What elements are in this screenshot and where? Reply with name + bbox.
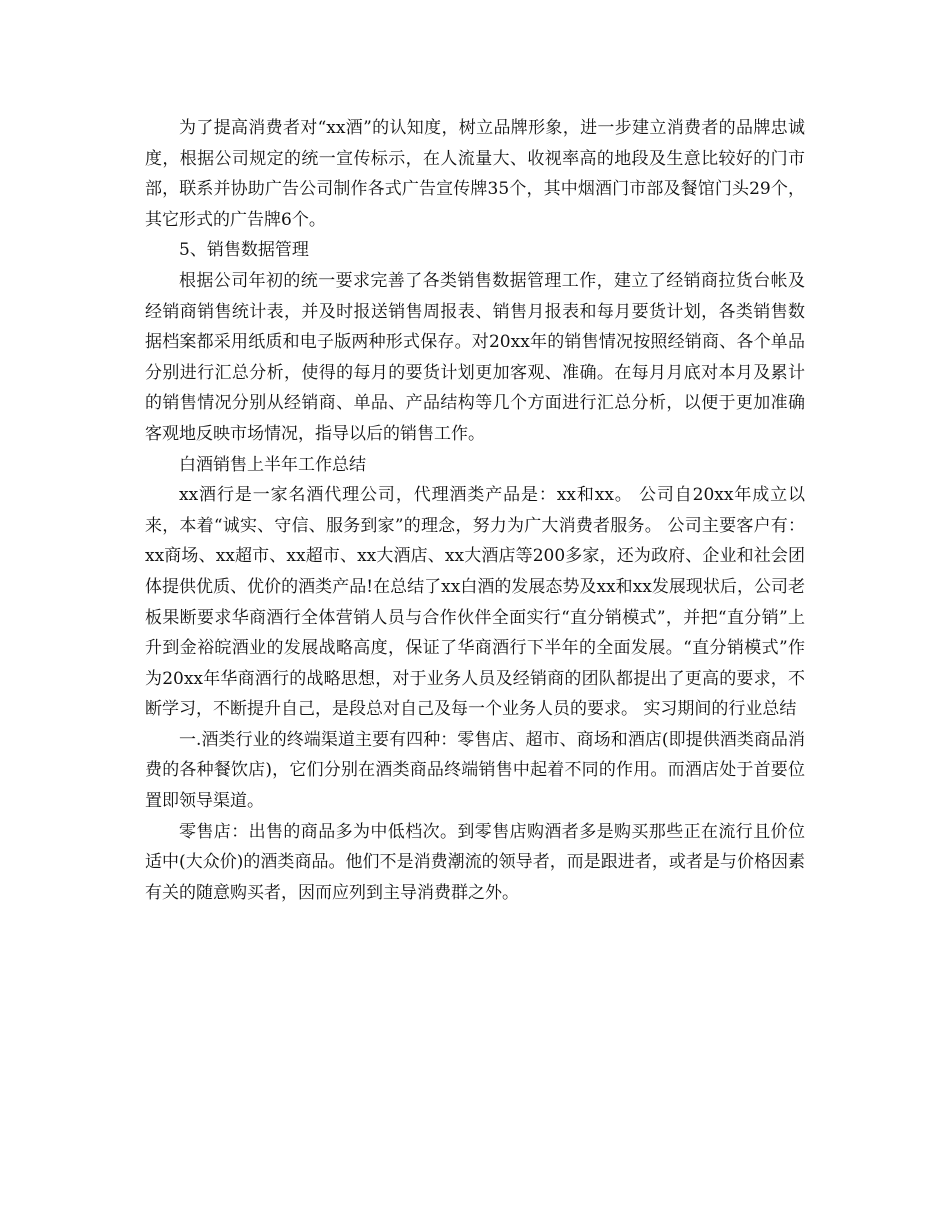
paragraph-sales-data: 根据公司年初的统一要求完善了各类销售数据管理工作，建立了经销商拉货台帐及经销商销售统计表，并及时报送销售周报表、销售月报表和每月要货计划，各类销售数据档案都采用纸质和电子版两种形式保存。对20xx年的销售情况按照经销商、各个单品分别进行汇总分析，使得的每月的要货计划更加客观、准确。在每月月底对本月及累计的销售情况分别从经销商、单品、产品结构等几个方面进行汇总分析，以便于更加准确客观地反映市场情况，指导以后的销售工作。 bbox=[145, 270, 805, 444]
paragraph-retail-stores: 零售店：出售的商品多为中低档次。到零售店购酒者多是购买那些正在流行且价位适中(大众价)的酒类商品。他们不是消费潮流的领导者，而是跟进者，或者是与价格因素有关的随意购买者，因而应列到主导消费群之外。 bbox=[145, 821, 805, 903]
paragraph-advertising: 为了提高消费者对“xx酒”的认知度，树立品牌形象，进一步建立消费者的品牌忠诚度，根据公司规定的统一宣传标示，在人流量大、收视率高的地段及生意比较好的门市部，联系并协助广告公司制作各式广告宣传牌35个，其中烟酒门市部及餐馆门头29个，其它形式的广告牌6个。 bbox=[145, 118, 805, 230]
paragraph-company-intro: xx酒行是一家名酒代理公司，代理酒类产品是：xx和xx。 公司自20xx年成立以来，本着“诚实、守信、服务到家”的理念，努力为广大消费者服务。 公司主要客户有：xx商场、xx超市、xx超市、xx大酒店、xx大酒店等200多家，还为政府、企业和社会团体提供优质、优价的酒类产品!在总结了xx白酒的发展态势及xx和xx发展现状后，公司老板果断要求华商酒行全体营销人员与合作伙伴全面实行“直分销模式”，并把“直分销”上升到金裕皖酒业的发展战略高度，保证了华商酒行下半年的全面发展。“直分销模式”作为20xx年华商酒行的战略思想，对于业务人员及经销商的团队都提出了更高的要求，不断学习，不断提升自己，是段总对自己及每一个业务人员的要求。 实习期间的行业总结 bbox=[145, 485, 805, 720]
section-heading-half-year-summary: 白酒销售上半年工作总结 bbox=[179, 454, 366, 475]
section-heading-sales-data: 5、销售数据管理 bbox=[179, 240, 309, 261]
paragraph-terminal-channels: 一.酒类行业的终端渠道主要有四种：零售店、超市、商场和酒店(即提供酒类商品消费的各种餐饮店)，它们分别在酒类商品终端销售中起着不同的作用。而酒店处于首要位置即领导渠道。 bbox=[145, 729, 805, 812]
document-body bbox=[145, 113, 805, 908]
